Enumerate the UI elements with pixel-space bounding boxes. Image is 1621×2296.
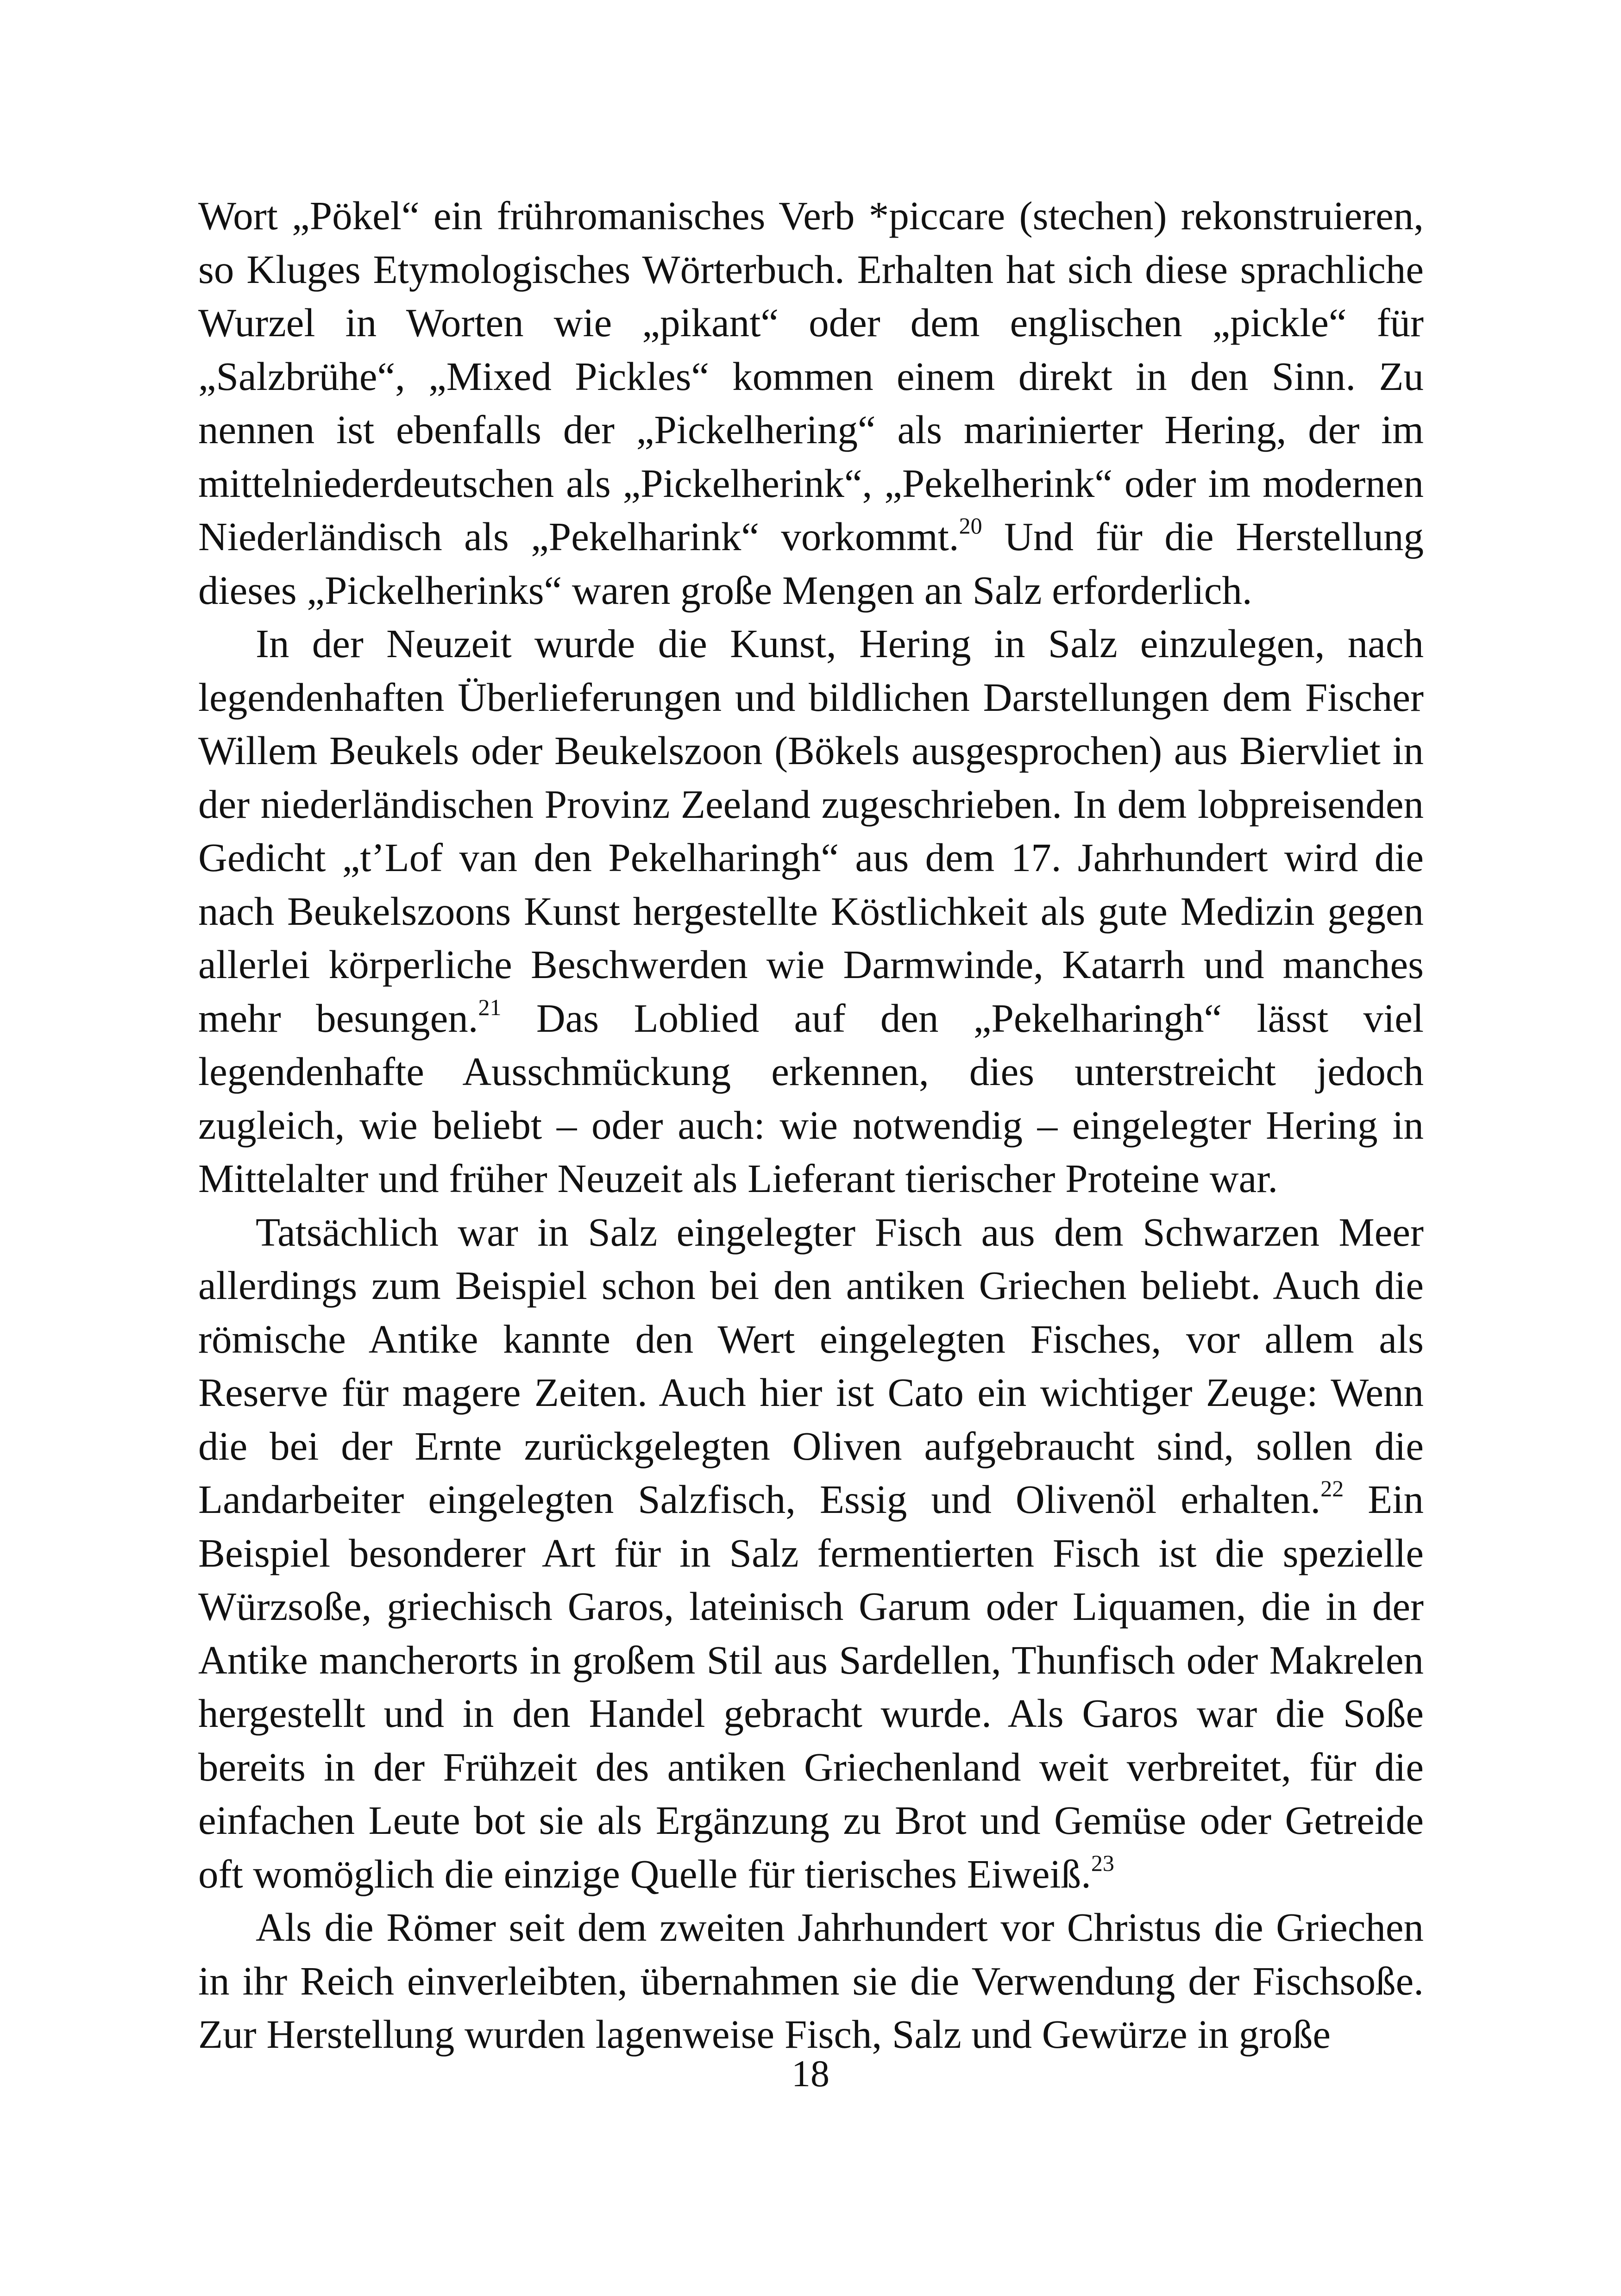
page-number: 18 xyxy=(792,2052,829,2095)
paragraph-4-text: Als die Römer seit dem zweiten Jahrhundert vor Christus die Griechen in ihr Reich einverleibten, übernahmen sie die Verwendung der Fischsoße. Zur Herstellung wurden lagenweise Fisch, Salz und Gewürze in große xyxy=(198,1905,1424,2057)
paragraph-2-text-a: In der Neuzeit wurde die Kunst, Hering in Salz einzulegen, nach legendenhaften Überlieferungen und bildlichen Darstellungen dem Fischer Willem Beukels oder Beukelszoon (Bökels ausgesprochen) aus Biervliet in der niederländischen Provinz Zeeland zugeschrieben. In dem lobpreisenden Gedicht „t’Lof van den Pekelharingh“ aus dem 17. Jahrhundert wird die nach Beukelszoons Kunst hergestellte Köstlichkeit als gute Medizin gegen allerlei körperliche Beschwerden wie Darmwinde, Katarrh und manches mehr besungen. xyxy=(198,621,1424,1041)
footnote-marker-20: 20 xyxy=(959,513,982,539)
paragraph-3 xyxy=(198,1205,1424,1901)
footnote-marker-23: 23 xyxy=(1091,1850,1114,1876)
paragraph-1-text-b: Und für die Herstellung dieses „Pickelherinks“ waren große Mengen an Salz erforderlich. xyxy=(198,514,1424,613)
paragraph-3-text-a: Tatsächlich war in Salz eingelegter Fisch aus dem Schwarzen Meer allerdings zum Beispiel schon bei den antiken Griechen beliebt. Auch die römische Antike kannte den Wert eingelegten Fisches, vor allem als Reserve für magere Zeiten. Auch hier ist Cato ein wichtiger Zeuge: Wenn die bei der Ernte zurückgelegten Oliven aufgebraucht sind, sollen die Landarbeiter eingelegten Salzfisch, Essig und Olivenöl erhalten. xyxy=(198,1209,1424,1522)
paragraph-3-text-b: Ein Beispiel besonderer Art für in Salz fermentierten Fisch ist die spezielle Würzsoße, griechisch Garos, lateinisch Garum oder Liquamen, die in der Antike mancherorts in großem Stil aus Sardellen, Thunfisch oder Makrelen hergestellt und in den Handel gebracht wurde. Als Garos war die Soße bereits in der Frühzeit des antiken Griechenland weit verbreitet, für die einfachen Leute bot sie als Ergänzung zu Brot und Gemüse oder Getreide oft womöglich die einzige Quelle für tierisches Eiweiß. xyxy=(198,1477,1424,1896)
paragraph-2 xyxy=(198,617,1424,1205)
body-text xyxy=(198,189,1424,2061)
paragraph-4 xyxy=(198,1901,1424,2061)
paragraph-2-text-b: Das Loblied auf den „Pekelharingh“ lässt viel legendenhafte Ausschmückung erkennen, dies unterstreicht jedoch zugleich, wie beliebt – oder auch: wie notwendig – eingelegter Hering in Mittelalter und früher Neuzeit als Lieferant tierischer Proteine war. xyxy=(198,995,1424,1201)
footnote-marker-22: 22 xyxy=(1320,1475,1344,1501)
paragraph-1-text-a: Wort „Pökel“ ein frühromanisches Verb *piccare (stechen) rekonstruieren, so Kluges Etymologisches Wörterbuch. Erhalten hat sich diese sprachliche Wurzel in Worten wie „pikant“ oder dem englischen „pickle“ für „Salzbrühe“, „Mixed Pickles“ kommen einem direkt in den Sinn. Zu nennen ist ebenfalls der „Pickelhering“ als marinierter Hering, der im mittelniederdeutschen als „Pickelherink“, „Pekelherink“ oder im modernen Niederländisch als „Pekelharink“ vorkommt. xyxy=(198,193,1424,559)
footnote-marker-21: 21 xyxy=(478,994,502,1020)
paragraph-1 xyxy=(198,189,1424,617)
